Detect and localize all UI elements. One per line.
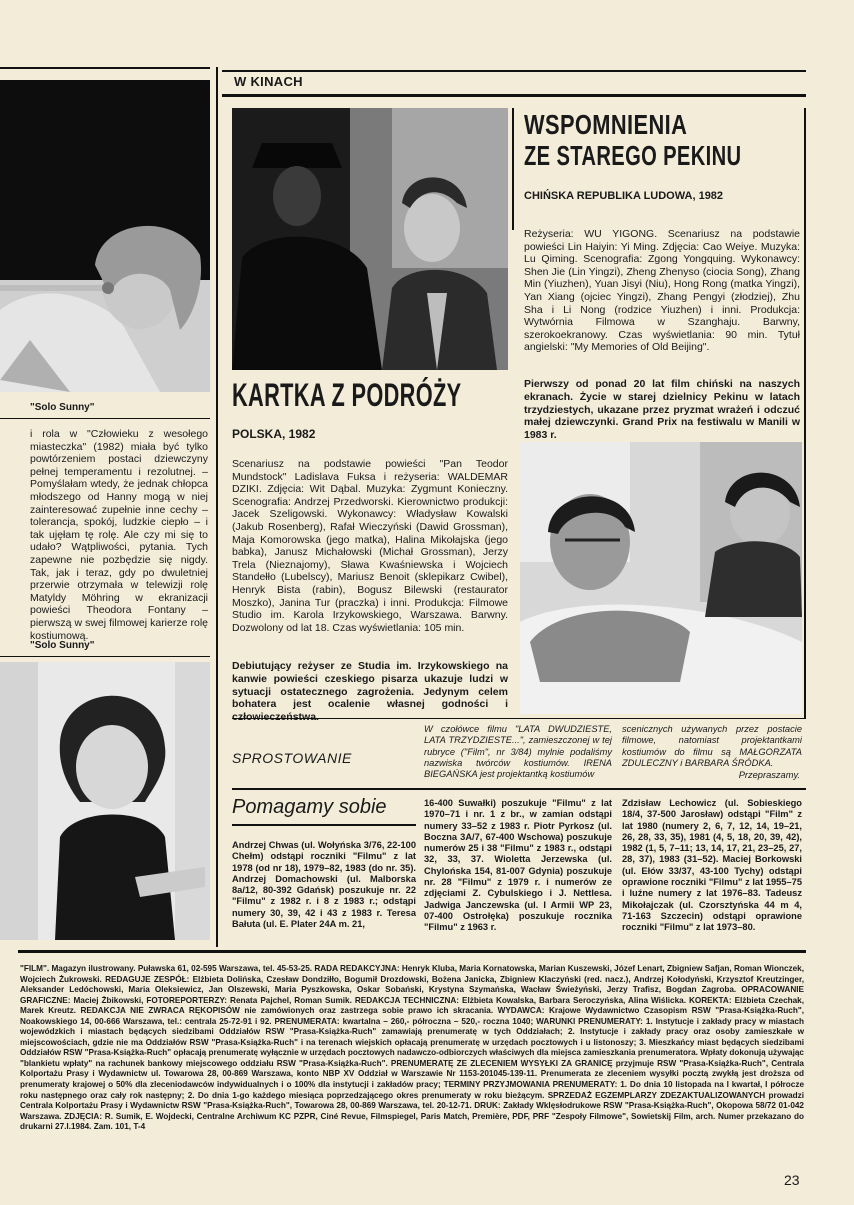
top-rule-left [0,67,210,69]
sprostowanie-text-1: W czołówce filmu "LATA DWUDZIESTE, LATA TRZYDZIESTE...", zamieszczonej w tej rubryce ("Film", nr 3/84) mylnie podaliśmy nazwiska twórców kostiumów. IRENA BIEGAŃSKA jest projektantką kostiumów [424,724,612,780]
sprostowanie-signature: Przepraszamy. [738,770,800,780]
section-title-underline [222,94,806,97]
kartka-credits: Scenariusz na podstawie powieści "Pan Teodor Mundstock" Ladislava Fuksa i reżyseria: WALDEMAR DZIKI. Zdjęcia: Wit Dąbal. Muzyka: Zygmunt Konieczny. Scenografia: Andrzej Przedworski. Kierownictwo produkcji: Jacek Szeligowski. Wykonawcy: Władysław Kowalski (Jakub Rosenberg), Rafał Wieczyński (Dawid Grossman), Maja Komorowska (jego matka), Halina Mikołajska (jego babka), Janusz Michałowski (Michał Grossman), Jerzy Trela (Nieznajomy), Sława Kwaśniewska i Wojciech Standełło (Lubelscy), Mariusz Benoit (sklepikarz Cwibel), Henryk Bista (rabin), Bogusz Bilewski (restaurator Moszko), Janina Tur (praczka) i inni. Produkcja: Filmowe Studio im. Karola Irzykowskiego, Warszawa. Barwny. Dozwolony od lat 18. Czas wyświetlania: 105 min. [232,458,508,634]
pomagamy-title-underline [232,824,416,826]
wspomnienia-country: CHIŃSKA REPUBLIKA LUDOWA, 1982 [524,190,724,202]
section-title: W KINACH [234,74,303,89]
pomagamy-column-1: Andrzej Chwas (ul. Wołyńska 3/76, 22-100 Chełm) odstąpi roczniki "Filmu" z lat 1978 (od nr 18), 1979–82, 1983 (do nr. 35). Andrzej Domachowski (ul. Malborska 8a/12, 80-392 Gdańsk) poszukuje nr. 22 "Filmu" z 1982 r. i 8 z 1983 r.; odstąpi numery 30, 39, 42 i 43 z 1983 r. Teresa Bałuta (ul. E. Plater 24A m. 21, [232,840,416,930]
solo-sunny-photo-2 [0,662,210,940]
right-column-edge [804,108,806,718]
kartka-country: POLSKA, 1982 [232,427,316,441]
caption-2-rule [0,656,210,657]
kartka-lead: Debiutujący reżyser ze Studia im. Irzykowskiego na kanwie powieści czeskiego pisarza ukazuje ludzi w sytuacji ostatecznego zagrożenia. Jedynym celem bohatera jest ocalenie własnej godności i [232,660,508,711]
left-article-text: i rola w "Człowieku z wesołego miasteczka" (1982) miała być tylko powtórzeniem postaci dziewczyny pełnej temperamentu i rezolutnej. – Pomyślałam wtedy, że jednak chłopca młodszego od Hanny mogą w niej zainteresować zupełnie inne cechy – tolerancja, spokój, ludzkie ciepło – i tak ujęłam tę rolę. Ale czy mi się to udało? Wątpliwości, pytania. Tych zapewne nie pozbędzie się nigdy. Tak, jak i teraz, gdy po dwuletniej przerwie otrzymała w telewizji rolę Matyldy Möhring w ekranizacji powieści Theodora Fontany – pierwszą w swej filmowej karierze rolę kostiumową. [30,428,208,642]
solo-sunny-photo-1 [0,80,210,392]
wspomnienia-photo [520,442,802,714]
top-rule-right [222,70,806,72]
footer-top-rule [18,950,806,953]
sprostowanie-text-2: scenicznych używanych przez postacie filmowe, natomiast projektantkami kostiumów do filmu są MAŁGORZATA ZDULECZNY i BARBARA ŚRÓDKA. [622,724,802,768]
sprostowanie-bottom-rule [232,788,806,790]
pomagamy-column-3: Zdzisław Lechowicz (ul. Sobieskiego 18/4, 37-500 Jarosław) odstąpi "Film" z lat 1980 (numery 2, 6, 7, 12, 14, 19–21, 26, 28, 33, 35), 1981 (4, 5, 18, 20, 39, 42), 1982 (1, 5, 7–11; 13, 14, 17, 21, 23–25, 27, 28, 37), 1983 (31–52). Maciej Borkowski (ul. Ełów 33/37, 43-100 Tychy) odstąpi oprawione roczniki "Filmu" z lat 1955–75 i luźne numery z lat 1976–83. Tadeusz Mikołajczak (ul. Czorsztyńska 44 m 4, 71-163 Szczecin) odstąpi oprawione roczniki "Filmu" z lat 1973–80. [622,798,802,933]
pomagamy-column-2: 16-400 Suwałki) poszukuje "Filmu" z lat 1970–71 i nr. 1 z br., w zamian odstąpi numery 33–52 z 1983 r. Piotr Pyrkosz (ul. Boczna 3A/7, 67-400 Wschowa) poszukuje numerów 25 i 38 "Filmu" z 1983 r., odstąpi 32, 33, 37. Wioletta Jerzewska (ul. Chylońska 154, 81-007 Gdynia) poszukuje nr. 28 "Filmu" z 1979 r. i numerów ze zdjęciami Z. Cybulskiego i J. Nettlesa. Jadwiga Janczewska (ul. I Armii WP 23, 07-400 Ostrołęka) poszukuje rocznika "Filmu" z 1963 r. [424,798,612,933]
caption-1-rule [0,418,210,419]
wspomnienia-bottom-rule [232,718,806,719]
page-number: 23 [784,1172,800,1188]
kartka-title: KARTKA Z PODRÓŻY [232,377,462,413]
wspomnienia-title-line-2: ZE STAREGO PEKINU [524,140,742,171]
column-divider [216,67,218,947]
kartka-photo [232,108,508,370]
photo-2-caption: "Solo Sunny" [30,640,95,651]
wspomnienia-credits: Reżyseria: WU YIGONG. Scenariusz na podstawie powieści Lin Haiyin: Yi Ming. Zdjęcia: Cao Weiye. Muzyka: Lu Qiming. Scenografia: Zgong Yongquing. Wykonawcy: Shen Jie (Lin Yingzi), Zheng Zhenyso (ciocia Song), Zhang Min (Yiuzhen), Yuan Jisyi (Niu), Hong Rong (matka Yingzi), Yan Xiang (ojciec Yingzi), Zhang Pengyi (złodziej), Zhu Sha i Li Nong (rodzice Yiuzhen) i inni. Produkcja: Wytwórnia Filmowa w Szanghaju. Barwny, szerokoekranowy. Czas wyświetlania: 90 min. Tytuł angielski: "My Memories of Old Beijing". [524,228,800,354]
wspomnienia-box-left [512,108,514,230]
wspomnienia-title-line-1: WSPOMNIENIA [524,109,688,140]
photo-1-caption: "Solo Sunny" [30,402,95,413]
masthead-footer: "FILM". Magazyn ilustrowany. Puławska 61, 02-595 Warszawa, tel. 45-53-25. RADA REDAKCYJNA: Henryk Kluba, Maria Kornatowska, Marian Kuszewski, Józef Lenart, Zbigniew Safjan, Roman Wionczek, Wojciech Żukrowski. REDAGUJE ZESPÓŁ: Elżbieta Dolińska, Czesław Dondziłło, Bogumił Drozdowski, Bożena Janicka, Zbigniew Klaczyński (red. nacz.), Andrzej Kołodyński, Krzysztof Kreutzinger, Aleksander Ledóchowski, Maria Oleksiewicz, Jan Olszewski, Maria Pyszkowska, Oskar Sobański, Krystyna Szymańska, Wacław Świeżyński, Jerzy Trafisz, Bogdan Zagroba. OPRACOWANIE GRAFICZNE: Maciej Żbikowski, FOTOREPORTERZY: Renata Pajchel, Roman Sumik. REDAKCJA TECHNICZNA: Elżbieta Kowalska, Barbara Seroczyńska, Alina Wiślicka. KOREKTA: Elżbieta Czechak, Marek Kreutz. REDAKCJA NIE ZWRACA RĘKOPISÓW nie zamówionych oraz zastrzega sobie prawo ich skracania. WYDAWCA: Krajowe Wydawnictwo Czasopism RSW "Prasa-Książka-Ruch", Noakowskiego 14, 00-666 Warszawa, tel.: centrala 25-72-91 i 92. PRENUMERATA: kwartalna – 260,- półroczna – 520,- roczna 1040; WARUNKI PRENUMERATY: 1. Instytucje i zakłady pracy w miastach wojewódzkich i miastach będących siedzibami Oddziałów RSW "Prasa-Książka-Ruch" zamawiają prenumeratę w tych Oddziałach; 2. Instytucje i zakłady pracy oraz osoby zamieszkałe w miejscowościach, gdzie nie ma Oddziałów RSW "Prasa-Książka-Ruch" i na terenach wiejskich opłacają prenumeratę w urzędach pocztowych i u listonoszy; 3. Mieszkańcy miast będących siedzibami Oddziałów RSW "Prasa-Książka-Ruch" opłacają prenumeratę wyłącznie w urzędach pocztowych nadawczo-odbiorczych właściwych dla miejsca zamieszkania prenumeratora. Wpłaty dokonują używając "blankietu wpłaty" na rachunek bankowy miejscowego oddziału RSW "Prasa-Książka-Ruch". PRENUMERATĘ ZE ZLECENIEM WYSYŁKI ZA GRANICĘ przyjmuje RSW "Prasa-Książka-Ruch", Centrala Kolportażu Prasy i Wydawnictw ul. Towarowa 28, 00-869 Warszawa, konto NBP XV Oddział w Warszawie Nr 1153-201045-139-11. Prenumerata ze zleceniem wysyłki pocztą zwykłą jest droższa od prenumeraty krajowej o 50% dla zleceniodawców indywidualnych i o 100% dla instytucji i zakładów pracy; TERMINY PRZYJMOWANIA PRENUMERATY: 1. Do dnia 10 listopada na I kwartał, I półrocze roku następnego oraz cały rok następny; 2. Do dnia 1-go każdego miesiąca poprzedzającego okres prenumeraty w roku bieżącym. SPRZEDAŻ EGZEMPLARZY ZDEZAKTUALIZOWANYCH prowadzi Centrala Kolportażu Prasy i Wydawnictw RSW "Prasa-Książka-Ruch", Towarowa 28, 00-869 Warszawa, tel. 20-12-71. DRUK: Zakłady Wklęsłodrukowe RSW "Prasa-Książka-Ruch", Okopowa 58/72 01-042 Warszawa. ZDJĘCIA: R. Sumik, E. Wojdecki, Centralne Archiwum KC PZPR, Ciné Revue, Filmspiegel, Paris Match, Première, PDF, PRF "Zespoły Filmowe", Sowietskij Film, arch. Numer przekazano do drukarni 27.I.1984. Zam. 101, T-4 [20,964,804,1132]
pomagamy-title: Pomagamy sobie [232,796,387,818]
wspomnienia-lead: Pierwszy od ponad 20 lat film chiński na naszych ekranach. Życie w starej dzielnicy Pekinu w latach trzydziestych, ukazane przez pryzmat wrażeń i odczuć małej dziewczynki. Grand Prix na festiwalu w Manili w 1983 r. [524,378,800,442]
sprostowanie-title: SPROSTOWANIE [232,750,352,766]
